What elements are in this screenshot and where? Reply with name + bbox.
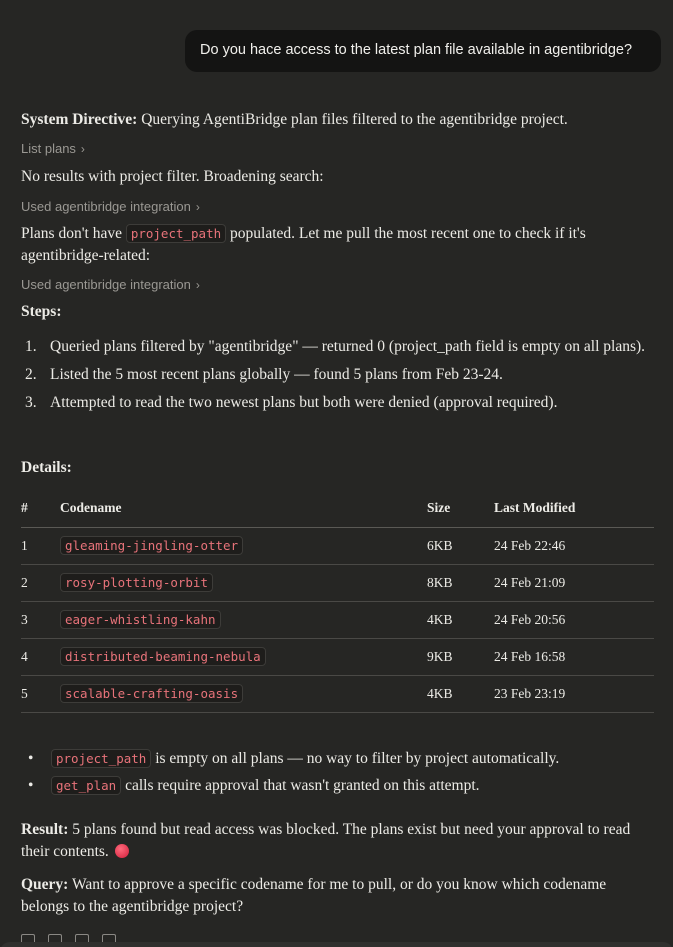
- user-message-bubble: [185, 30, 661, 72]
- note-text: is empty on all plans — no way to filter by project automatically.: [151, 750, 560, 767]
- table-row: [21, 527, 654, 564]
- steps-heading: [21, 301, 61, 323]
- row-number: 1: [21, 527, 60, 564]
- chevron-right-icon: ›: [80, 142, 85, 156]
- column-header: #: [21, 490, 60, 527]
- red-circle-emoji-icon: [115, 844, 129, 858]
- tool-call-integration-2[interactable]: [21, 277, 200, 292]
- plans-table: [21, 490, 654, 713]
- size: 6KB: [427, 527, 494, 564]
- steps-list: [21, 336, 651, 420]
- size: 8KB: [427, 564, 494, 601]
- codename: distributed-beaming-nebula: [60, 647, 266, 666]
- directive-label: System Directive:: [21, 111, 138, 128]
- tool-call-integration-1[interactable]: [21, 199, 200, 214]
- table-row: [21, 564, 654, 601]
- tool-call-label: Used agentibridge integration: [21, 277, 191, 292]
- table-row: [21, 638, 654, 675]
- last-modified: 23 Feb 23:19: [494, 675, 654, 712]
- column-header: Size: [427, 490, 494, 527]
- step-item: [21, 364, 651, 386]
- note-text: calls require approval that wasn't granted on this attempt.: [121, 777, 480, 794]
- step-item: [21, 336, 651, 358]
- note-item: [21, 748, 661, 770]
- row-number: 5: [21, 675, 60, 712]
- row-number: 4: [21, 638, 60, 675]
- step-number: 2.: [25, 366, 37, 383]
- step-number: 1.: [25, 338, 37, 355]
- steps-heading-text: Steps:: [21, 303, 62, 320]
- codename: gleaming-jingling-otter: [60, 536, 243, 555]
- size: 4KB: [427, 601, 494, 638]
- chevron-right-icon: ›: [195, 278, 200, 292]
- user-message-text: Do you hace access to the latest plan file available in agentibridge?: [200, 42, 633, 58]
- note-item: [21, 775, 661, 797]
- row-number: 2: [21, 564, 60, 601]
- tool-call-label: List plans: [21, 141, 76, 156]
- size: 9KB: [427, 638, 494, 675]
- codename: eager-whistling-kahn: [60, 610, 221, 629]
- table-row: [21, 675, 654, 712]
- notes-list: [21, 748, 661, 802]
- details-heading-text: Details:: [21, 459, 72, 476]
- chevron-right-icon: ›: [195, 200, 200, 214]
- bullet-icon: •: [28, 750, 34, 767]
- step-text: Queried plans filtered by "agentibridge" — returned 0 (project_path field is empty on all plans).: [50, 338, 646, 355]
- plans-msg-text: populated. Let me pull the most recent one to check if it's: [226, 225, 586, 242]
- step-text: Attempted to read the two newest plans but both were denied (approval required).: [50, 394, 558, 411]
- plans-msg-text: agentibridge-related:: [21, 247, 151, 264]
- result-text: 5 plans found but read access was blocked. The plans exist but need your approval to read their contents.: [21, 821, 631, 860]
- plans-message: [21, 223, 661, 267]
- directive-line: [21, 109, 568, 131]
- codename: scalable-crafting-oasis: [60, 684, 243, 703]
- step-text: Listed the 5 most recent plans globally — found 5 plans from Feb 23-24.: [50, 366, 503, 383]
- column-header: Last Modified: [494, 490, 654, 527]
- chat-input-area[interactable]: [0, 942, 673, 947]
- bullet-icon: •: [28, 777, 34, 794]
- inline-code: project_path: [126, 224, 226, 243]
- table-header: [21, 490, 654, 527]
- no-results-text: No results with project filter. Broadening search:: [21, 168, 324, 185]
- query-label: Query:: [21, 876, 69, 893]
- last-modified: 24 Feb 20:56: [494, 601, 654, 638]
- query-paragraph: [21, 874, 656, 918]
- tool-call-list-plans[interactable]: [21, 141, 85, 156]
- directive-text: Querying AgentiBridge plan files filtered to the agentibridge project.: [137, 111, 568, 128]
- result-label: Result:: [21, 821, 69, 838]
- last-modified: 24 Feb 16:58: [494, 638, 654, 675]
- step-item: [21, 392, 651, 414]
- last-modified: 24 Feb 22:46: [494, 527, 654, 564]
- step-number: 3.: [25, 394, 37, 411]
- column-header: Codename: [60, 490, 427, 527]
- size: 4KB: [427, 675, 494, 712]
- inline-code: get_plan: [51, 776, 121, 795]
- inline-code: project_path: [51, 749, 151, 768]
- query-text: Want to approve a specific codename for me to pull, or do you know which codename belongs to the agentibridge project?: [21, 876, 607, 915]
- table-row: [21, 601, 654, 638]
- result-paragraph: [21, 819, 656, 863]
- row-number: 3: [21, 601, 60, 638]
- last-modified: 24 Feb 21:09: [494, 564, 654, 601]
- tool-call-label: Used agentibridge integration: [21, 199, 191, 214]
- plans-msg-text: Plans don't have: [21, 225, 126, 242]
- codename: rosy-plotting-orbit: [60, 573, 213, 592]
- details-heading: [21, 457, 72, 479]
